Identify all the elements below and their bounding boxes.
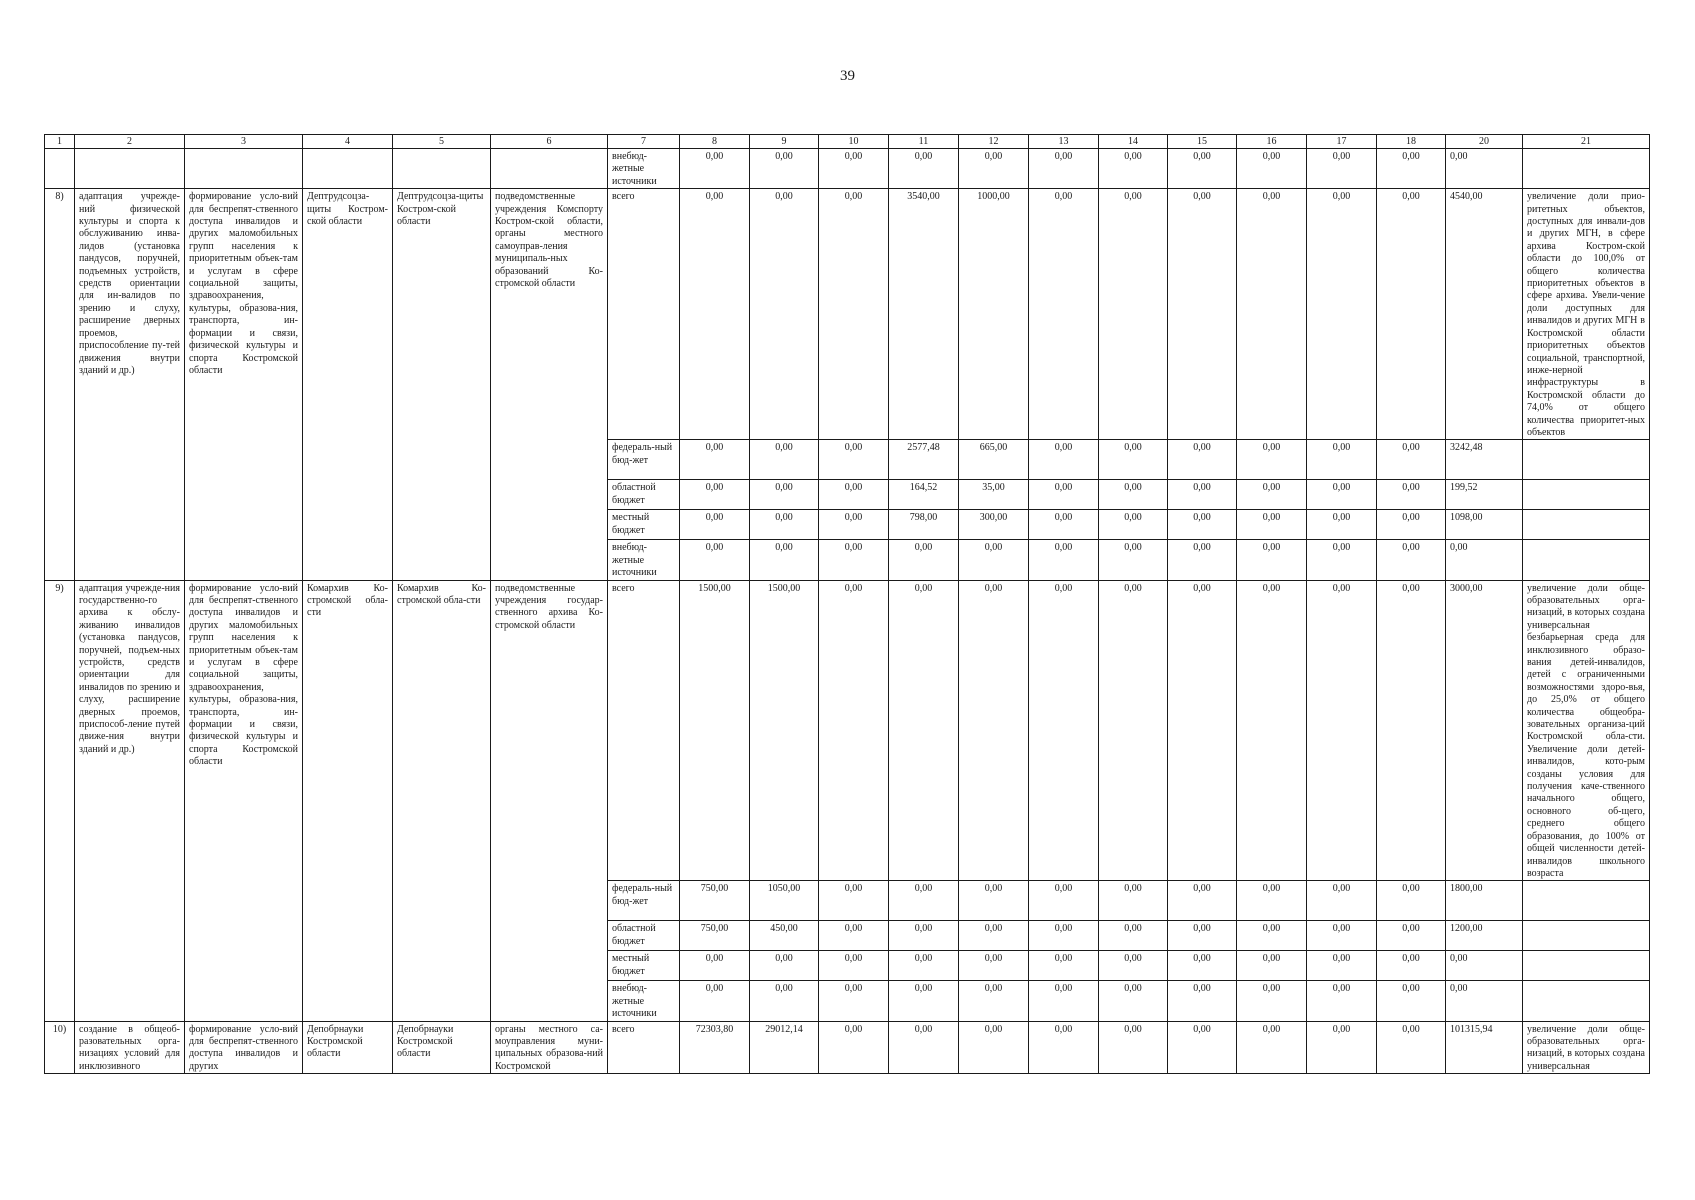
responsible-executor: Депобрнауки Костромской области	[303, 1021, 393, 1074]
value-cell: 3540,00	[889, 189, 959, 440]
empty-cell	[393, 149, 491, 189]
item-number: 10)	[45, 1021, 75, 1074]
value-cell: 0,00	[750, 480, 819, 510]
empty-cell	[1523, 510, 1650, 540]
value-cell: 0,00	[959, 580, 1029, 881]
value-cell: 0,00	[1377, 189, 1446, 440]
column-number: 5	[393, 135, 491, 149]
column-number: 14	[1099, 135, 1168, 149]
value-cell: 0,00	[1307, 881, 1377, 921]
empty-cell	[491, 149, 608, 189]
value-cell: 0,00	[1237, 480, 1307, 510]
empty-cell	[1523, 981, 1650, 1021]
value-cell: 0,00	[1307, 981, 1377, 1021]
value-cell: 0,00	[889, 580, 959, 881]
column-number: 9	[750, 135, 819, 149]
value-cell: 199,52	[1446, 480, 1523, 510]
empty-cell	[1523, 480, 1650, 510]
value-cell: 3242,48	[1446, 440, 1523, 480]
empty-cell	[185, 149, 303, 189]
value-cell: 0,00	[819, 1021, 889, 1074]
expected-result: увеличение доли прио-ритетных объектов, доступных для инвали-дов и других МГН, в сфере архива Костром-ской области до 100,0% от общего количества приоритетных объектов в сфере архива. Увели-чение доли доступных для инвалидов и других МГН в Костромской области приоритетных объектов социальной, транспортной, инже-нерной инфраструктуры в Костромской области до 74,0% от общего количества приоритет-ных объектов	[1523, 189, 1650, 440]
empty-cell	[1523, 881, 1650, 921]
value-cell: 29012,14	[750, 1021, 819, 1074]
value-cell: 0,00	[1237, 149, 1307, 189]
value-cell: 0,00	[1377, 1021, 1446, 1074]
value-cell: 0,00	[1029, 921, 1099, 951]
column-number: 11	[889, 135, 959, 149]
value-cell: 0,00	[1307, 921, 1377, 951]
value-cell: 101315,94	[1446, 1021, 1523, 1074]
value-cell: 0,00	[1237, 540, 1307, 580]
value-cell: 0,00	[680, 149, 750, 189]
measure-name: создание в общеоб-разовательных орга-низациях условий для инклюзивного	[75, 1021, 185, 1074]
value-cell: 1050,00	[750, 881, 819, 921]
value-cell: 0,00	[1446, 149, 1523, 189]
value-cell: 0,00	[1377, 951, 1446, 981]
value-cell: 0,00	[1029, 881, 1099, 921]
value-cell: 0,00	[1168, 580, 1237, 881]
funding-source: внебюд-жетные источники	[608, 981, 680, 1021]
measure-name: адаптация учрежде-ний физической культуры и спорта к обслуживанию инва-лидов (установка пандусов, поручней, подъемных устройств, средств ориентации для ин-валидов по зрению и слуху, расширение дверных проемов, приспособление пу-тей движения внутри зданий и др.)	[75, 189, 185, 580]
value-cell: 0,00	[1168, 881, 1237, 921]
value-cell: 0,00	[1029, 149, 1099, 189]
value-cell: 0,00	[959, 881, 1029, 921]
value-cell: 0,00	[750, 981, 819, 1021]
column-number: 8	[680, 135, 750, 149]
value-cell: 0,00	[1168, 480, 1237, 510]
column-number: 1	[45, 135, 75, 149]
column-number: 10	[819, 135, 889, 149]
value-cell: 0,00	[889, 881, 959, 921]
value-cell: 0,00	[1168, 440, 1237, 480]
empty-cell	[1523, 951, 1650, 981]
table-row	[45, 1021, 1650, 1074]
measure-name: адаптация учрежде-ния государственно-го архива к обслу-живанию инвалидов (установка пандусов, поручней, подъем-ных устройств, средств ориентации для инвалидов по зрению и слуху, расширение дверных проемов, приспособ-ление путей движе-ния внутри зданий и др.)	[75, 580, 185, 1021]
value-cell: 0,00	[1446, 540, 1523, 580]
value-cell: 0,00	[1307, 1021, 1377, 1074]
value-cell: 0,00	[750, 189, 819, 440]
participants: подведомственные учреждения Комспорту Костром-ской области, органы местного самоуправ-ления муниципаль-ных образований Ко-стромской области	[491, 189, 608, 580]
value-cell: 665,00	[959, 440, 1029, 480]
value-cell: 0,00	[680, 981, 750, 1021]
funding-source: внебюд-жетные источники	[608, 149, 680, 189]
value-cell: 35,00	[959, 480, 1029, 510]
value-cell: 750,00	[680, 921, 750, 951]
value-cell: 0,00	[680, 480, 750, 510]
value-cell: 1098,00	[1446, 510, 1523, 540]
item-number: 9)	[45, 580, 75, 1021]
value-cell: 798,00	[889, 510, 959, 540]
value-cell: 0,00	[750, 149, 819, 189]
value-cell: 0,00	[1029, 1021, 1099, 1074]
responsible-executor: Дептрудсоцза-щиты Костром-ской области	[303, 189, 393, 580]
funding-source: областной бюджет	[608, 480, 680, 510]
value-cell: 0,00	[1099, 981, 1168, 1021]
value-cell: 0,00	[680, 510, 750, 540]
co-executor: Депобрнауки Костромской области	[393, 1021, 491, 1074]
value-cell: 0,00	[1029, 540, 1099, 580]
participants: подведомственные учреждения государ-ственного архива Ко-стромской области	[491, 580, 608, 1021]
empty-cell	[1523, 921, 1650, 951]
value-cell: 0,00	[1099, 881, 1168, 921]
value-cell: 0,00	[1307, 480, 1377, 510]
funding-source: внебюд-жетные источники	[608, 540, 680, 580]
value-cell: 1500,00	[750, 580, 819, 881]
value-cell: 0,00	[1168, 149, 1237, 189]
value-cell: 0,00	[1307, 540, 1377, 580]
value-cell: 0,00	[819, 981, 889, 1021]
value-cell: 0,00	[1307, 189, 1377, 440]
measure-goal: формирование усло-вий для беспрепят-ственного доступа инвалидов и других	[185, 1021, 303, 1074]
value-cell: 0,00	[819, 510, 889, 540]
table-row	[45, 149, 1650, 189]
value-cell: 0,00	[1099, 149, 1168, 189]
value-cell: 0,00	[1307, 510, 1377, 540]
value-cell: 0,00	[1029, 510, 1099, 540]
value-cell: 1000,00	[959, 189, 1029, 440]
value-cell: 0,00	[1237, 981, 1307, 1021]
value-cell: 0,00	[1099, 540, 1168, 580]
value-cell: 0,00	[959, 921, 1029, 951]
value-cell: 0,00	[819, 921, 889, 951]
empty-cell	[75, 149, 185, 189]
value-cell: 1800,00	[1446, 881, 1523, 921]
value-cell: 0,00	[1099, 580, 1168, 881]
value-cell: 0,00	[1029, 480, 1099, 510]
column-number: 20	[1446, 135, 1523, 149]
value-cell: 0,00	[1029, 440, 1099, 480]
responsible-executor: Комархив Ко-стромской обла-сти	[303, 580, 393, 1021]
value-cell: 0,00	[889, 981, 959, 1021]
value-cell: 0,00	[680, 951, 750, 981]
value-cell: 0,00	[1099, 951, 1168, 981]
value-cell: 0,00	[1377, 540, 1446, 580]
value-cell: 0,00	[1307, 951, 1377, 981]
value-cell: 0,00	[1099, 510, 1168, 540]
value-cell: 0,00	[819, 540, 889, 580]
empty-cell	[303, 149, 393, 189]
funding-source: всего	[608, 580, 680, 881]
value-cell: 0,00	[1307, 580, 1377, 881]
program-table	[44, 134, 1650, 1074]
value-cell: 0,00	[1377, 510, 1446, 540]
value-cell: 0,00	[819, 480, 889, 510]
column-number: 2	[75, 135, 185, 149]
value-cell: 0,00	[750, 951, 819, 981]
expected-result: увеличение доли обще-образовательных орга-низаций, в которых создана универсальная безбарьерная среда для инклюзивного образо-вания детей-инвалидов, детей с ограниченными возможностями здоро-вья, до 25,0% от общего количества общеобра-зовательных организа-ций Костромской обла-сти. Увеличение доли детей-инвалидов, кото-рым созданы условия для получения каче-ственного начального общего, основного об-щего, среднего общего образования, до 100% от общей численности детей-инвалидов школьного возраста	[1523, 580, 1650, 881]
funding-source: местный бюджет	[608, 510, 680, 540]
column-number: 21	[1523, 135, 1650, 149]
value-cell: 3000,00	[1446, 580, 1523, 881]
funding-source: местный бюджет	[608, 951, 680, 981]
column-number: 16	[1237, 135, 1307, 149]
column-number: 6	[491, 135, 608, 149]
value-cell: 0,00	[1029, 981, 1099, 1021]
measure-goal: формирование усло-вий для беспрепят-ственного доступа инвалидов и других маломобильных групп населения к приоритетным объек-там и услугам в сфере социальной защиты, здравоохранения, культуры, образова-ния, транспорта, ин-формации и связи, физической культуры и спорта Костромской области	[185, 189, 303, 580]
co-executor: Дептрудсоцза-щиты Костром-ской области	[393, 189, 491, 580]
value-cell: 1200,00	[1446, 921, 1523, 951]
value-cell: 0,00	[1168, 189, 1237, 440]
funding-source: всего	[608, 189, 680, 440]
value-cell: 0,00	[1029, 951, 1099, 981]
column-number-row	[45, 135, 1650, 149]
value-cell: 0,00	[750, 440, 819, 480]
empty-cell	[45, 149, 75, 189]
page-number: 39	[840, 68, 855, 84]
column-number: 12	[959, 135, 1029, 149]
empty-cell	[1523, 149, 1650, 189]
value-cell: 0,00	[680, 540, 750, 580]
value-cell: 0,00	[1446, 951, 1523, 981]
value-cell: 0,00	[959, 1021, 1029, 1074]
column-number: 4	[303, 135, 393, 149]
value-cell: 0,00	[1029, 189, 1099, 440]
column-number: 3	[185, 135, 303, 149]
value-cell: 0,00	[1237, 921, 1307, 951]
measure-goal: формирование усло-вий для беспрепят-ственного доступа инвалидов и других маломобильных групп населения к приоритетным объек-там и услугам в сфере социальной защиты, здравоохранения, культуры, образова-ния, транспорта, ин-формации и связи, физической культуры и спорта Костромской области	[185, 580, 303, 1021]
value-cell: 0,00	[1377, 480, 1446, 510]
value-cell: 0,00	[1099, 1021, 1168, 1074]
expected-result: увеличение доли обще-образовательных орга-низаций, в которых создана универсальная	[1523, 1021, 1650, 1074]
value-cell: 0,00	[1377, 149, 1446, 189]
funding-source: областной бюджет	[608, 921, 680, 951]
value-cell: 0,00	[819, 440, 889, 480]
value-cell: 0,00	[819, 580, 889, 881]
table-row	[45, 189, 1650, 440]
empty-cell	[1523, 440, 1650, 480]
value-cell: 0,00	[1237, 580, 1307, 881]
value-cell: 0,00	[1377, 921, 1446, 951]
value-cell: 0,00	[1168, 951, 1237, 981]
value-cell: 0,00	[1099, 480, 1168, 510]
column-number: 13	[1029, 135, 1099, 149]
value-cell: 0,00	[1377, 981, 1446, 1021]
value-cell: 0,00	[1237, 881, 1307, 921]
value-cell: 4540,00	[1446, 189, 1523, 440]
value-cell: 72303,80	[680, 1021, 750, 1074]
value-cell: 0,00	[1237, 510, 1307, 540]
value-cell: 0,00	[680, 189, 750, 440]
participants: органы местного са-моуправления муни-ципальных образова-ний Костромской	[491, 1021, 608, 1074]
value-cell: 2577,48	[889, 440, 959, 480]
value-cell: 0,00	[1446, 981, 1523, 1021]
value-cell: 0,00	[1237, 189, 1307, 440]
value-cell: 1500,00	[680, 580, 750, 881]
value-cell: 0,00	[959, 951, 1029, 981]
value-cell: 0,00	[889, 149, 959, 189]
value-cell: 0,00	[819, 951, 889, 981]
value-cell: 0,00	[1099, 440, 1168, 480]
table-row	[45, 580, 1650, 881]
value-cell: 0,00	[1099, 189, 1168, 440]
value-cell: 0,00	[889, 1021, 959, 1074]
value-cell: 0,00	[1377, 440, 1446, 480]
value-cell: 0,00	[1168, 510, 1237, 540]
value-cell: 750,00	[680, 881, 750, 921]
value-cell: 0,00	[1099, 921, 1168, 951]
value-cell: 0,00	[1237, 951, 1307, 981]
value-cell: 0,00	[1168, 921, 1237, 951]
value-cell: 0,00	[1168, 981, 1237, 1021]
value-cell: 0,00	[959, 149, 1029, 189]
empty-cell	[1523, 540, 1650, 580]
column-number: 17	[1307, 135, 1377, 149]
value-cell: 0,00	[1029, 580, 1099, 881]
value-cell: 0,00	[1307, 440, 1377, 480]
column-number: 15	[1168, 135, 1237, 149]
value-cell: 0,00	[1377, 580, 1446, 881]
funding-source: всего	[608, 1021, 680, 1074]
value-cell: 450,00	[750, 921, 819, 951]
value-cell: 0,00	[819, 189, 889, 440]
value-cell: 0,00	[1307, 149, 1377, 189]
value-cell: 0,00	[1237, 440, 1307, 480]
funding-source: федераль-ный бюд-жет	[608, 440, 680, 480]
value-cell: 300,00	[959, 510, 1029, 540]
value-cell: 0,00	[1168, 1021, 1237, 1074]
value-cell: 0,00	[1237, 1021, 1307, 1074]
value-cell: 0,00	[750, 540, 819, 580]
value-cell: 0,00	[889, 540, 959, 580]
value-cell: 0,00	[959, 540, 1029, 580]
column-number: 18	[1377, 135, 1446, 149]
value-cell: 0,00	[1377, 881, 1446, 921]
value-cell: 0,00	[1168, 540, 1237, 580]
co-executor: Комархив Ко-стромской обла-сти	[393, 580, 491, 1021]
funding-source: федераль-ный бюд-жет	[608, 881, 680, 921]
value-cell: 0,00	[819, 881, 889, 921]
value-cell: 0,00	[959, 981, 1029, 1021]
value-cell: 0,00	[680, 440, 750, 480]
value-cell: 0,00	[889, 921, 959, 951]
value-cell: 164,52	[889, 480, 959, 510]
item-number: 8)	[45, 189, 75, 580]
value-cell: 0,00	[750, 510, 819, 540]
value-cell: 0,00	[889, 951, 959, 981]
column-number: 7	[608, 135, 680, 149]
value-cell: 0,00	[819, 149, 889, 189]
